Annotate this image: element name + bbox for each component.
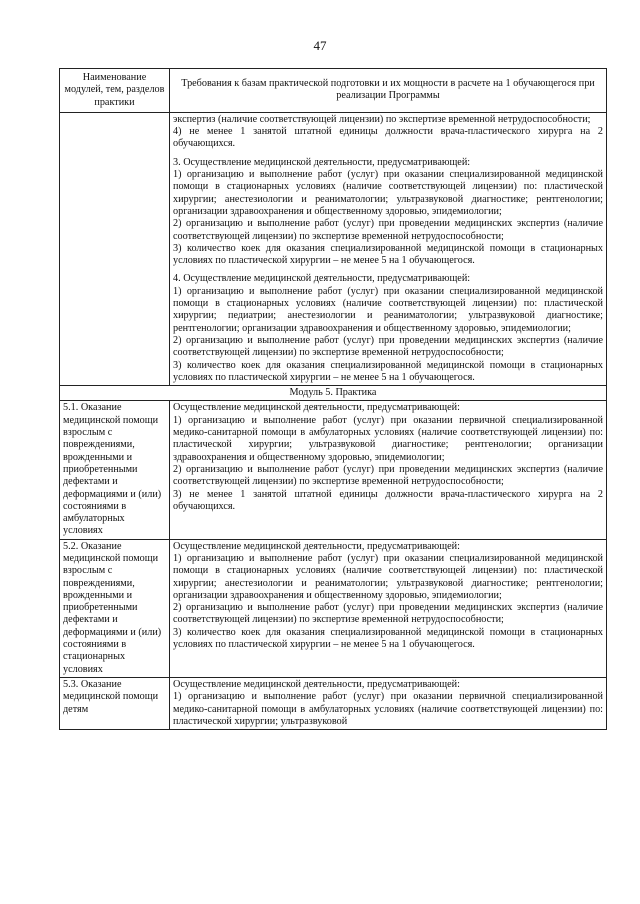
requirement-line: Осуществление медицинской деятельности, предусматривающей: — [173, 402, 460, 414]
page-number: 47 — [313, 38, 327, 53]
module-name-cell — [60, 112, 170, 385]
header-modules: Наименование модулей, тем, разделов практики — [60, 69, 170, 113]
requirement-line: 4) не менее 1 занятой штатной единицы должности врача-пластического хирурга на 2 обучающихся. — [173, 126, 603, 150]
requirement-line: 4. Осуществление медицинской деятельности, предусматривающей: — [173, 273, 471, 285]
requirement-line: 2) организацию и выполнение работ (услуг) при проведении медицинских экспертиз (наличие соответствующей лицензии) по экспертизе временной нетрудоспособности; — [173, 463, 603, 488]
requirement-line: Осуществление медицинской деятельности, предусматривающей: — [173, 540, 460, 552]
requirement-line: 3) количество коек для оказания специализированной медицинской помощи в стационарных условиях по пластической хирургии – не менее 5 на 1 обучающегося. — [173, 359, 603, 383]
requirements-cell — [170, 539, 607, 677]
module-title: Модуль 5. Практика — [60, 386, 607, 401]
header-requirements: Требования к базам практической подготовки и их мощности в расчете на 1 обучающегося при реализации Программы — [170, 69, 607, 113]
requirement-line: 3. Осуществление медицинской деятельности, предусматривающей: — [173, 156, 471, 168]
requirements-cell — [170, 112, 607, 385]
table-header-row — [60, 69, 607, 113]
requirement-line: 2) организацию и выполнение работ (услуг) при проведении медицинских экспертиз (наличие соответствующей лицензии) по экспертизе временной нетрудоспособности; — [173, 218, 603, 242]
requirement-line: Осуществление медицинской деятельности, предусматривающей: — [173, 678, 460, 690]
table-row — [60, 401, 607, 539]
module-title-row — [60, 386, 607, 401]
requirement-line: 1) организацию и выполнение работ (услуг) при оказании специализированной медицинской помощи в стационарных условиях (наличие соответствующей лицензии) по: пластической хирургии; анестезиологии и реаниматологии; ультразвуковой диагностике; рентгенологии; организации здравоохранения и общественному здоровью, эпидемиологии; — [173, 552, 603, 601]
requirement-line: 3) не менее 1 занятой штатной единицы должности врача-пластического хирурга на 2 обучающихся. — [173, 488, 603, 512]
requirements-cell — [170, 677, 607, 729]
table-row — [60, 539, 607, 677]
requirement-line: 1) организацию и выполнение работ (услуг) при оказании первичной специализированной медико-санитарной помощи в амбулаторных условиях (наличие соответствующей лицензии) по: пластической хирургии; ультразвуковой — [173, 691, 603, 727]
module-name-cell: 5.1. Оказание медицинской помощи взрослым с повреждениями, врожденными и приобретенными дефектами и деформациями и (или) состояниями в амбулаторных условиях — [60, 401, 170, 539]
requirement-block — [173, 273, 603, 384]
requirement-line: 1) организацию и выполнение работ (услуг) при оказании специализированной медицинской помощи в стационарных условиях (наличие соответствующей лицензии) по: пластической хирургии; анестезиологии и реаниматологии; ультразвуковой диагностике; рентгенологии; организации здравоохранения и общественному здоровью, эпидемиологии; — [173, 169, 603, 217]
requirement-line: 3) количество коек для оказания специализированной медицинской помощи в стационарных условиях по пластической хирургии – не менее 5 на 1 обучающегося. — [173, 626, 603, 651]
requirement-line: экспертиз (наличие соответствующей лицензии) по экспертизе временной нетрудоспособности; — [173, 113, 591, 125]
requirement-line: 2) организацию и выполнение работ (услуг) при проведении медицинских экспертиз (наличие соответствующей лицензии) по экспертизе временной нетрудоспособности; — [173, 602, 603, 626]
requirement-line: 1) организацию и выполнение работ (услуг) при оказании первичной специализированной медико-санитарной помощи в амбулаторных условиях (наличие соответствующей лицензии) по: пластической хирургии; ультразвуковой диагностике; рентгенологии; организации здравоохранения и общественному здоровью, эпидемиологии; — [173, 414, 603, 463]
module-name-cell: 5.3. Оказание медицинской помощи детям — [60, 677, 170, 729]
requirement-block — [173, 157, 603, 268]
requirement-line: 2) организацию и выполнение работ (услуг) при проведении медицинских экспертиз (наличие соответствующей лицензии) по экспертизе временной нетрудоспособности; — [173, 334, 603, 359]
table-row — [60, 677, 607, 729]
table-row — [60, 112, 607, 385]
requirement-line: 1) организацию и выполнение работ (услуг) при оказании специализированной медицинской помощи в стационарных условиях (наличие соответствующей лицензии) по: пластической хирургии; педиатрии; анестезиологии и реаниматологии; ультразвуковой диагностике; рентгенологии; организации здравоохранения и общественному здоровью, эпидемиологии; — [173, 285, 603, 334]
requirement-block — [173, 114, 603, 151]
module-name-cell: 5.2. Оказание медицинской помощи взрослым с повреждениями, врожденными и приобретенными дефектами и деформациями и (или) состояниями в стационарных условиях — [60, 539, 170, 677]
requirements-cell — [170, 401, 607, 539]
requirements-table — [59, 68, 607, 730]
requirement-line: 3) количество коек для оказания специализированной медицинской помощи в стационарных условиях по пластической хирургии – не менее 5 на 1 обучающегося. — [173, 242, 603, 267]
